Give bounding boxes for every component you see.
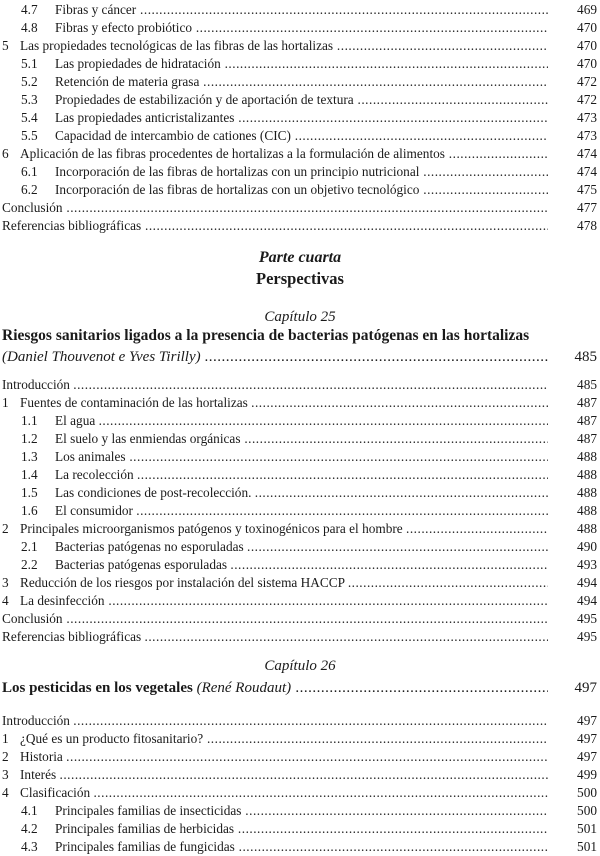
toc-entry-page: 470 <box>577 56 597 71</box>
chapter-26-title-text: Los pesticidas en los vegetales <box>2 680 197 696</box>
toc-entry-title: Las condiciones de post-recolección. ..... <box>55 484 548 502</box>
toc-entry-title: Referencias bibliográficas ..... <box>2 217 548 235</box>
toc-entry-page: 495 <box>577 629 597 644</box>
toc-entry-number: 5 <box>2 38 9 53</box>
toc-entry[interactable] <box>0 412 600 430</box>
toc-entry-title: Principales microorganismos patógenos y toxinogénicos para el hombre ..... <box>20 520 548 538</box>
toc-entry-number: 4.1 <box>21 803 38 818</box>
toc-entry-number: 1.5 <box>21 485 38 500</box>
toc-entry[interactable] <box>0 520 600 538</box>
toc-entry-page: 485 <box>577 377 597 392</box>
chapter-26-title <box>2 678 548 698</box>
toc-entry-page: 488 <box>577 485 597 500</box>
toc-entry-page: 472 <box>577 92 597 107</box>
toc-entry-title: Las propiedades de hidratación ..... <box>55 55 548 73</box>
toc-entry-title: La desinfección ..... <box>20 592 548 610</box>
chapter-25-author-row[interactable] <box>0 347 600 367</box>
toc-entry[interactable] <box>0 37 600 55</box>
toc-entry-title: Interés ..... <box>20 766 548 784</box>
toc-entry[interactable] <box>0 145 600 163</box>
toc-entry[interactable] <box>0 748 600 766</box>
toc-entry-title: Las propiedades anticristalizantes ..... <box>55 109 548 127</box>
toc-entry-number: 1 <box>2 395 9 410</box>
toc-entry-title: Retención de materia grasa ..... <box>55 73 548 91</box>
toc-entry-number: 3 <box>2 575 9 590</box>
toc-entry-title: Introducción ..... <box>2 376 548 394</box>
toc-entry-page: 470 <box>577 20 597 35</box>
toc-entry-number: 4.7 <box>21 2 38 17</box>
toc-entry-title: El suelo y las enmiendas orgánicas ..... <box>55 430 548 448</box>
chapter-25-page: 485 <box>574 349 597 365</box>
toc-entry-page: 487 <box>577 413 597 428</box>
toc-entry-title: Reducción de los riesgos por instalación del sistema HACCP ..... <box>20 574 548 592</box>
toc-entry[interactable] <box>0 217 600 235</box>
toc-entry-number: 4.8 <box>21 20 38 35</box>
toc-entry-number: 2.2 <box>21 557 38 572</box>
chapter-25-authors: (Daniel Thouvenot e Yves Tirilly) ..... <box>2 347 548 367</box>
toc-entry-page: 493 <box>577 557 597 572</box>
toc-entry-page: 497 <box>577 749 597 764</box>
toc-entry-page: 473 <box>577 110 597 125</box>
toc-entry-title: Propiedades de estabilización y de aportación de textura ..... <box>55 91 548 109</box>
toc-entry-number: 2 <box>2 521 9 536</box>
toc-entry-page: 488 <box>577 467 597 482</box>
toc-entry-page: 474 <box>577 146 597 161</box>
toc-entry-number: 5.3 <box>21 92 38 107</box>
toc-entry-title: Principales familias de fungicidas ..... <box>55 838 548 856</box>
chapter-25-title: Riesgos sanitarios ligados a la presencia de bacterias patógenas en las hortalizas <box>2 327 530 344</box>
toc-entry[interactable] <box>0 556 600 574</box>
toc-entry-page: 497 <box>577 713 597 728</box>
toc-entry-number: 1 <box>2 731 9 746</box>
toc-entry[interactable] <box>0 376 600 394</box>
toc-entry-number: 4 <box>2 785 9 800</box>
toc-entry-number: 1.2 <box>21 431 38 446</box>
toc-entry-page: 488 <box>577 449 597 464</box>
toc-entry[interactable] <box>0 820 600 838</box>
toc-entry-title: Los animales ..... <box>55 448 548 466</box>
toc-entry[interactable] <box>0 73 600 91</box>
toc-entry-number: 4 <box>2 593 9 608</box>
toc-entry-title: El consumidor ..... <box>55 502 548 520</box>
toc-entry[interactable] <box>0 109 600 127</box>
toc-entry-number: 1.6 <box>21 503 38 518</box>
toc-entry[interactable] <box>0 610 600 628</box>
toc-entry-title: Capacidad de intercambio de cationes (CIC) ..... <box>55 127 548 145</box>
toc-entry[interactable] <box>0 484 600 502</box>
chapter-25-label: Capítulo 25 <box>264 309 336 325</box>
toc-entry[interactable] <box>0 628 600 646</box>
toc-entry-title: Principales familias de insecticidas ..... <box>55 802 548 820</box>
chapter-26-authors: (René Roudaut) <box>196 680 292 696</box>
toc-entry[interactable] <box>0 802 600 820</box>
toc-entry-number: 4.3 <box>21 839 38 854</box>
toc-entry-number: 6.2 <box>21 182 38 197</box>
toc-entry[interactable] <box>0 430 600 448</box>
part-label: Parte cuarta <box>258 249 342 266</box>
toc-entry[interactable] <box>0 784 600 802</box>
toc-entry-page: 497 <box>577 731 597 746</box>
toc-entry-number: 1.3 <box>21 449 38 464</box>
toc-entry-page: 477 <box>577 200 597 215</box>
toc-entry[interactable] <box>0 1 600 19</box>
toc-entry[interactable] <box>0 838 600 856</box>
toc-entry-page: 487 <box>577 431 597 446</box>
toc-entry-title: Principales familias de herbicidas ..... <box>55 820 548 838</box>
toc-entry-title: Fuentes de contaminación de las hortalizas ..... <box>20 394 548 412</box>
toc-entry-page: 475 <box>577 182 597 197</box>
toc-entry-page: 500 <box>577 785 597 800</box>
toc-entry-title: Conclusión ..... <box>2 610 548 628</box>
toc-entry-page: 499 <box>577 767 597 782</box>
toc-entry-title: Clasificación ..... <box>20 784 548 802</box>
toc-entry-page: 478 <box>577 218 597 233</box>
toc-entry[interactable] <box>0 766 600 784</box>
toc-entry-title: ¿Qué es un producto fitosanitario? ..... <box>20 730 548 748</box>
toc-entry-title: Las propiedades tecnológicas de las fibras de las hortalizas ..... <box>20 37 548 55</box>
toc-entry-number: 5.2 <box>21 74 38 89</box>
toc-entry[interactable] <box>0 592 600 610</box>
toc-entry-page: 470 <box>577 38 597 53</box>
toc-entry-number: 3 <box>2 767 9 782</box>
toc-entry-page: 494 <box>577 593 597 608</box>
toc-entry-page: 473 <box>577 128 597 143</box>
toc-entry[interactable] <box>0 730 600 748</box>
toc-entry-number: 2 <box>2 749 9 764</box>
toc-entry-title: Fibras y efecto probiótico ..... <box>55 19 548 37</box>
toc-entry-number: 6 <box>2 146 9 161</box>
toc-entry-page: 474 <box>577 164 597 179</box>
toc-entry-number: 5.5 <box>21 128 38 143</box>
toc-entry-page: 500 <box>577 803 597 818</box>
part-title: Perspectivas <box>256 269 344 288</box>
toc-entry-title: Conclusión ..... <box>2 199 548 217</box>
toc-entry-page: 469 <box>577 2 597 17</box>
toc-entry[interactable] <box>0 538 600 556</box>
toc-entry-page: 501 <box>577 821 597 836</box>
toc-entry-title: Referencias bibliográficas ..... <box>2 628 548 646</box>
toc-entry-number: 6.1 <box>21 164 38 179</box>
toc-entry[interactable] <box>0 181 600 199</box>
toc-entry[interactable] <box>0 19 600 37</box>
toc-entry[interactable] <box>0 91 600 109</box>
toc-entry[interactable] <box>0 127 600 145</box>
toc-entry-title: Introducción ..... <box>2 712 548 730</box>
toc-entry[interactable] <box>0 394 600 412</box>
toc-entry[interactable] <box>0 574 600 592</box>
toc-entry-page: 495 <box>577 611 597 626</box>
toc-entry-page: 488 <box>577 521 597 536</box>
toc-entry-page: 501 <box>577 839 597 854</box>
toc-entry-title: Incorporación de las fibras de hortalizas con un principio nutricional ..... <box>55 163 548 181</box>
toc-entry-page: 494 <box>577 575 597 590</box>
toc-entry-number: 2.1 <box>21 539 38 554</box>
toc-entry-page: 490 <box>577 539 597 554</box>
toc-entry-page: 487 <box>577 395 597 410</box>
toc-entry-number: 4.2 <box>21 821 38 836</box>
toc-entry-title: Bacterias patógenas esporuladas ..... <box>55 556 548 574</box>
toc-entry[interactable] <box>0 199 600 217</box>
toc-entry[interactable] <box>0 466 600 484</box>
toc-entry-title: Bacterias patógenas no esporuladas ..... <box>55 538 548 556</box>
toc-entry[interactable] <box>0 502 600 520</box>
toc-entry[interactable] <box>0 448 600 466</box>
toc-entry-title: El agua ..... <box>55 412 548 430</box>
toc-entry[interactable] <box>0 163 600 181</box>
toc-entry-title: Incorporación de las fibras de hortalizas con un objetivo tecnológico ..... <box>55 181 548 199</box>
toc-entry-title: La recolección ..... <box>55 466 548 484</box>
chapter-26-page: 497 <box>574 680 597 696</box>
toc-entry-title: Aplicación de las fibras procedentes de hortalizas a la formulación de alimentos ..... <box>20 145 548 163</box>
chapter-26-title-row[interactable] <box>0 678 600 698</box>
toc-entry-page: 488 <box>577 503 597 518</box>
toc-entry-title: Historia ..... <box>20 748 548 766</box>
toc-entry-number: 1.4 <box>21 467 38 482</box>
chapter-26-label: Capítulo 26 <box>264 658 336 674</box>
toc-entry-number: 5.4 <box>21 110 38 125</box>
toc-entry[interactable] <box>0 712 600 730</box>
toc-entry-number: 1.1 <box>21 413 38 428</box>
toc-entry-number: 5.1 <box>21 56 38 71</box>
toc-entry-page: 472 <box>577 74 597 89</box>
toc-entry[interactable] <box>0 55 600 73</box>
toc-entry-title: Fibras y cáncer ..... <box>55 1 548 19</box>
